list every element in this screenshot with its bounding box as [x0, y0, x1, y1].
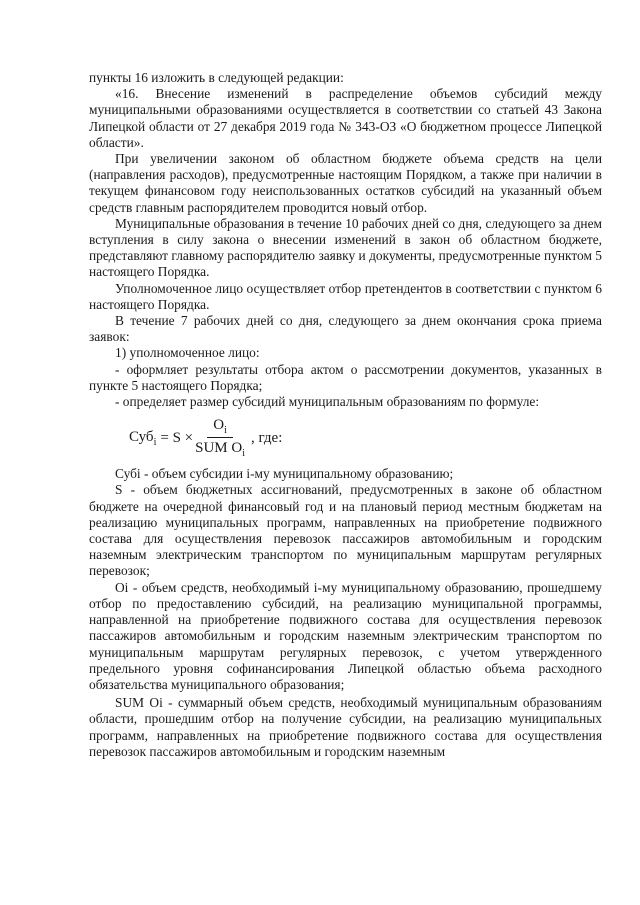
definition-o-i: Oi - объем средств, необходимый i-му муниципальному образованию, прошедшему отбор по предоставлению субсидий, на реализацию муниципальной программы, направленной на приобретение подвижного состава для осуществления перевозок пассажиров автомобильным и городским наземным электрическим транспортом по муниципальным маршрутам регулярных перевозок, с учетом утвержденного предельного уровня софинансирования Липецкой областью объема расходного обязательства муниципального образования; [89, 579, 602, 692]
list-item-act: - оформляет результаты отбора актом о рассмотрении документов, указанных в пункте 5 настоящего Порядка; [89, 361, 602, 393]
paragraph-intro: пункты 16 изложить в следующей редакции: [89, 70, 344, 85]
formula-lhs: Суб$_i$ [129, 428, 157, 448]
paragraph-budget-increase: При увеличении законом об областном бюджете объема средств на цели (направления расходов), предусмотренные настоящим Порядком, а также при наличии в текущем финансовом году неиспользованных остатков субсидий на указанный объем средств главным распорядителем проводится новый отбор. [89, 151, 602, 215]
list-item-formula-intro: - определяет размер субсидий муниципальным образованиям по формуле: [115, 394, 540, 410]
formula-denominator: SUM $O_i$ [195, 440, 246, 460]
paragraph-16: «16. Внесение изменений в распределение объемов субсидий между муниципальными образованиями осуществляется в соответствии со статьей 43 Закона Липецкой области от 27 декабря 2019 года № 343-ОЗ «О бюджетном процессе Липецкой области». [89, 86, 602, 150]
formula-numerator: $O_i$ [207, 417, 233, 438]
formula-fraction [195, 417, 245, 459]
subsidy-formula [89, 410, 602, 466]
paragraph-selection: Уполномоченное лицо осуществляет отбор претендентов в соответствии с пунктом 6 настоящего Порядка. [89, 280, 602, 312]
formula-equals: = S × [160, 429, 194, 446]
list-item-1: 1) уполномоченное лицо: [115, 345, 260, 361]
paragraph-deadline: В течение 7 рабочих дней со дня, следующего за днем окончания срока приема заявок: [89, 313, 602, 345]
definition-s: S - объем бюджетных ассигнований, предусмотренных в законе об областном бюджете на очередной финансовый год и на плановый период местным бюджетам на реализацию муниципальных программ, направленных на приобретение подвижного состава для осуществления перевозок пассажиров автомобильным и городским наземным электрическим транспортом по муниципальным маршрутам регулярных перевозок; [89, 482, 602, 579]
definition-sum-o-i: SUM Oi - суммарный объем средств, необходимый муниципальным образованиям области, прошедшим отбор на получение субсидии, на реализацию муниципальных программ, направленных на приобретение подвижного состава для осуществления перевозок пассажиров автомобильным и городским наземным [89, 695, 602, 759]
formula-where: , где: [251, 429, 283, 446]
definition-sub-i: Субi - объем субсидии i-му муниципальному образованию; [115, 466, 454, 482]
paragraph-application: Муниципальные образования в течение 10 рабочих дней со дня, следующего за днем вступления в силу закона о внесении изменений в закон об областном бюджете, представляют главному распорядителю заявку и документы, предусмотренные пунктом 5 настоящего Порядка. [89, 215, 602, 280]
